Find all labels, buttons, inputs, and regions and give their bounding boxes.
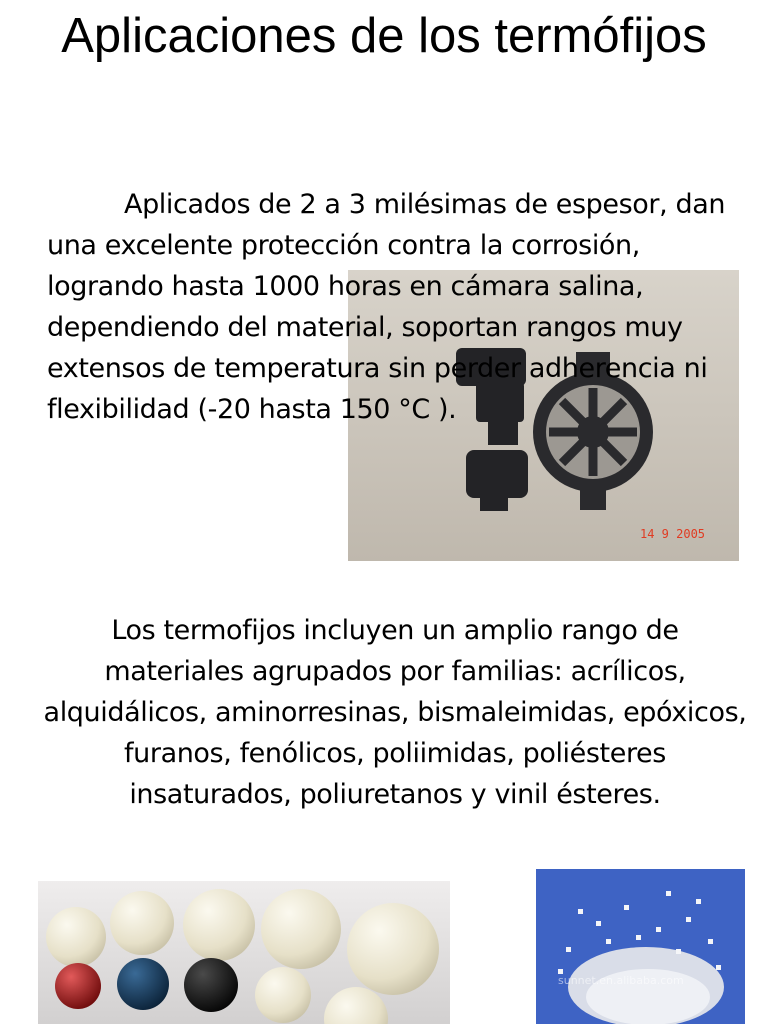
paragraph-coating-text: Aplicados de 2 a 3 milésimas de espesor, dan una excelente protección contra la corrosión, logrando hasta 1000 horas en cámara salina, dependiendo del material, soportan rangos muy extensos de temperatura sin perder adherencia ni flexibilidad (-20 hasta 150 °C ). [47, 189, 726, 425]
paragraph-coating-properties [47, 184, 737, 430]
thermoset-balls-photo [38, 881, 450, 1024]
photo-datestamp: 14 9 2005 [640, 527, 706, 541]
resin-pellets-photo [536, 869, 745, 1024]
pellets-watermark: sunnet.en.alibaba.com [558, 974, 684, 987]
paragraph-thermoset-families: Los termofijos incluyen un amplio rango de materiales agrupados por familias: acrílicos, alquidálicos, aminorresinas, bismaleimidas, epóxicos, furanos, fenólicos, poliimidas, poliésteres insaturados, poliuretanos y vinil ésteres. [43, 615, 747, 810]
slide-title: Aplicaciones de los termófijos [61, 9, 707, 63]
